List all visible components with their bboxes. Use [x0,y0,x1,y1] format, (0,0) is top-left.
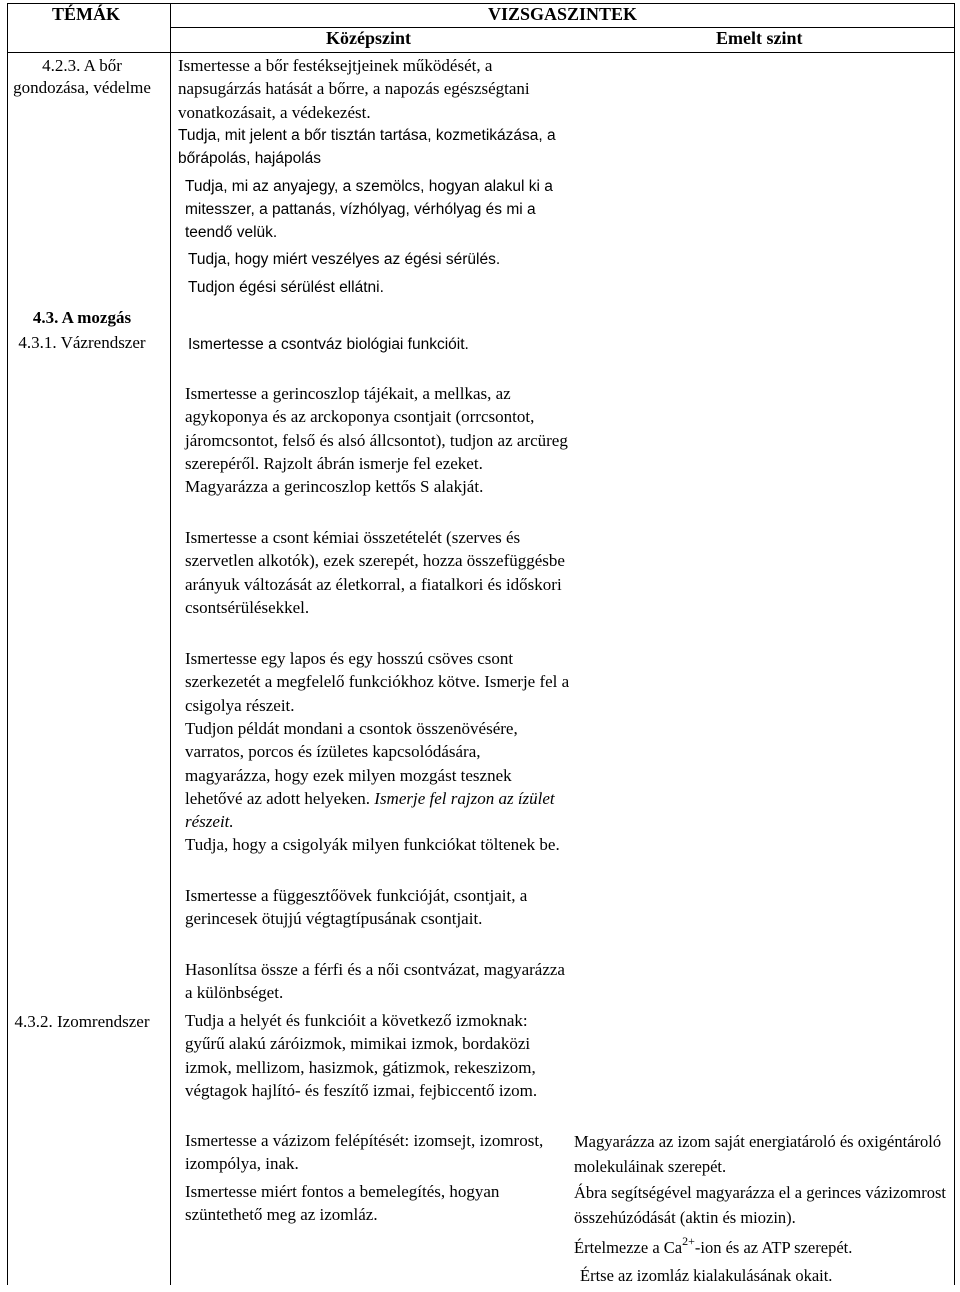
req-bemelegites: Ismertesse miért fontos a bemelegítés, hogyan szüntethető meg az izomláz. [185,1182,500,1225]
header-kozepszint: Középszint [326,28,411,48]
table-border-right [954,3,955,1285]
topic-bor-gondozasa: 4.2.3. A bőr gondozása, védelme [13,56,151,97]
adv-ca-ion [574,1235,959,1260]
req-vazizom: Ismertesse a vázizom felépítését: izomsejt, izomrost, izompólya, inak. [185,1131,544,1174]
req-izmok: Tudja a helyét és funkcióit a következő izmoknak: gyűrű alakú záróizmok, mimikai izmok, bordaközi izmok, mellizom, hasizmok, gátizmok, rekeszizom, végtagok hajlító- és feszítő izmai, fejbiccentő izom. [185,1011,538,1100]
adv-ca-ion-pre: Értelmezze a Ca [574,1238,683,1257]
req-egesi-serules-ellatas: Tudjon égési sérülést ellátni. [188,279,384,296]
table-border-left [7,3,8,1285]
req-csigolyak-funkcio: Tudja, hogy a csigolyák milyen funkciókat töltenek be. [185,835,560,854]
header-temak: TÉMÁK [52,4,121,24]
req-bor-tisztantartasa: Tudja, mit jelent a bőr tisztán tartása, kozmetikázása, a bőrápolás, hajápolás [178,127,556,167]
req-csontok-kapcsolodasa [185,717,570,833]
req-kapcsolodas-text: Tudjon példát mondani a csontok összenövésére, varratos, porcos és ízületes kapcsolódására, magyarázza, hogy ezek milyen mozgást tesznek lehetővé az adott helyeken. [185,719,518,808]
topic-mozgas: 4.3. A mozgás [32,308,132,327]
req-fuggesztoovek: Ismertesse a függesztőövek funkcióját, csontjait, a gerincesek ötujjú végtagtípusának csontjait. [185,886,528,929]
table-border-top [7,3,955,4]
topic-vazrendszer: 4.3.1. Vázrendszer [18,333,146,352]
req-csont-kemia: Ismertesse a csont kémiai összetételét (szerves és szervetlen alkotók), ezek szerepét, hozza összefüggésbe arányuk változását az életkorral, a fiatalkori és időskori csontsérülésekkel. [185,528,565,617]
req-anyajegy: Tudja, mi az anyajegy, a szemölcs, hogyan alakul ki a mitesszer, a pattanás, vízhólyag, vérhólyag és mi a teendő velük. [185,178,553,241]
req-ferfi-noi-csontvaz: Hasonlítsa össze a férfi és a női csontvázat, magyarázza a különbséget. [185,960,565,1003]
header-emelt-szint: Emelt szint [716,28,803,48]
adv-energiatarolo: Magyarázza az izom saját energiatároló és oxigéntároló molekuláinak szerepét. [574,1132,942,1176]
adv-izomlaz: Értse az izomláz kialakulásának okait. [580,1266,833,1285]
adv-ca-ion-charge: 2+ [682,1234,695,1248]
header-bottom-line [7,52,955,53]
req-csontvaz-funkciok: Ismertesse a csontváz biológiai funkcióit. [188,336,469,353]
req-egesi-serules: Tudja, hogy miért veszélyes az égési sérülés. [188,251,501,268]
header-divider [171,27,955,28]
header-vizsgaszintek: VIZSGASZINTEK [488,4,638,24]
req-csont-szerkezet: Ismertesse egy lapos és egy hosszú csöves csont szerkezetét a megfelelő funkciókhoz kötve. Ismerje fel a csigolya részeit. [185,649,570,715]
adv-ca-ion-post: -ion és az ATP szerepét. [694,1238,853,1257]
req-gerincoszlop: Ismertesse a gerincoszlop tájékait, a mellkas, az agykoponya és az arckoponya csontjait (orrcsontot, járomcsontot, felső és alsó állcsontot), tudjon az arcüreg szerepéről. Rajzolt ábrán ismerje fel ezeket. Magyarázza a gerincoszlop kettős S alakját. [185,384,568,497]
topic-izomrendszer: 4.3.2. Izomrendszer [14,1012,150,1031]
column-divider-topics [170,3,171,1285]
req-izulet-reszei: Ismerje fel rajzon az ízület részeit. [185,788,555,832]
req-festeksejtek: Ismertesse a bőr festéksejtjeinek működését, a napsugárzás hatását a bőrre, a napozás egészségtani vonatkozásait, a védekezést. [178,56,530,122]
adv-vazizomrost: Ábra segítségével magyarázza el a gerinces vázizomrost összehúzódását (aktin és miozin). [574,1183,946,1227]
